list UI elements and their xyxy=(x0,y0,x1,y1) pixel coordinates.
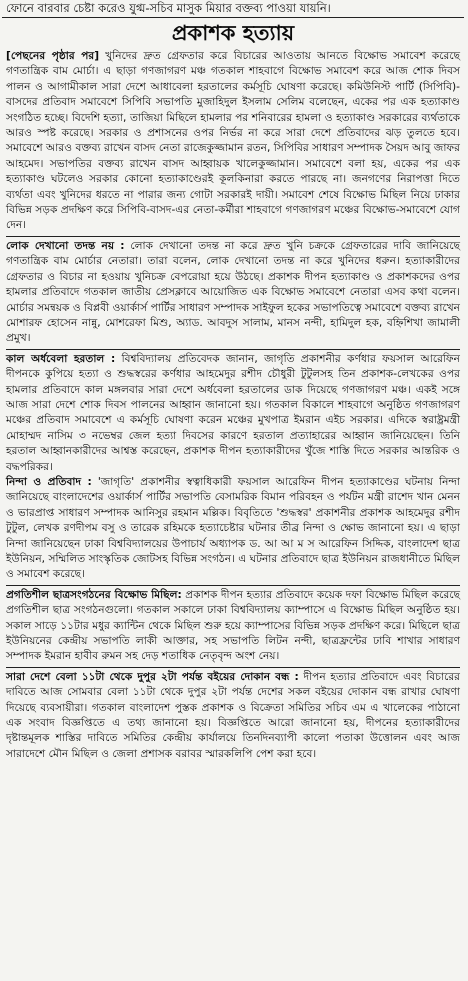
headline: প্রকাশক হত্যায় xyxy=(171,21,295,45)
paragraph-text: 'জাগৃতি' প্রকাশনীর স্বত্বাধিকারী ফয়সাল আরেফিন দীপন হত্যাকাণ্ডের ঘটনায় নিন্দা জানিয়েছে বাংলাদেশের ওয়ার্কার্স পার্টির সভাপতি বেসামরিক বিমান পরিবহন ও পর্যটন মন্ত্রী রাশেদ খান মেনন ও ভারপ্রাপ্ত সাধারণ সম্পাদক আনিসুর রহমান মল্লিক। বিবৃতিতে 'শুদ্ধস্বর' প্রকাশনীর প্রকাশক আহমেদুর রশীদ টুটুল, লেখক রণদীপম বসু ও তারেক রহিমকে হত্যাচেষ্টার ঘটনার তীব্র নিন্দা ও ক্ষোভ জানানো হয়। এ ছাড়া নিন্দা জানিয়েছেন ঢাকা বিশ্ববিদ্যালয়ের উপাচার্য অধ্যাপক ড. আ আ ম স আরেফিন সিদ্দিক, বাংলাদেশ ছাত্র ইউনিয়ন, সম্মিলিত সাংস্কৃতিক জোটসহ বিভিন্ন সংগঠন। এ ঘটনার প্রতিবাদে ছাত্র ইউনিয়ন রাজধানীতে মিছিল ও সমাবেশ করেছে। xyxy=(6,475,460,581)
paragraph-lead: লোক দেখানো তদন্ত নয় : xyxy=(6,239,125,252)
divider xyxy=(6,349,460,350)
paragraph-text: খুনিদের দ্রুত গ্রেফতার করে বিচারের আওতায় আনতে বিক্ষোভ সমাবেশ করেছে গণতান্ত্রিক বাম মোর্চা। এ ছাড়া গণজাগরণ মঞ্চ গতকাল শাহবাগে বিক্ষোভ সমাবেশ করে আজ শোক দিবস পালন ও আগামীকাল সারা দেশে আধাবেলা হরতালের কর্মসূচি ঘোষণা করেছে। কমিউনিস্ট পার্টি (সিপিবি)-বাসদের প্রতিবাদ সমাবেশে সিপিবি সভাপতি মুজাহিদুল ইসলাম সেলিম বলেছেন, একের পর এক হত্যাকাণ্ড সংগঠিত হচ্ছে। বিদেশি হত্যা, তাজিয়া মিছিলে হামলার পর শনিবারের হামলা ও হত্যাকাণ্ড সরকারের ব্যর্থতাকে আরও স্পষ্ট করেছে। সরকার ও প্রশাসনের ওপর নির্ভর না করে সারা দেশে প্রতিবাদের ঝড় তুলতে হবে। সমাবেশে আরও বক্তব্য রাখেন বাসদ নেতা রাজেকুজ্জামান রতন, সিপিবির সাধারণ সম্পাদক সৈয়দ আবু জাফর আহমেদ। সভাপতির বক্তব্য রাখেন বাসদ আহ্বায়ক খালেকুজ্জামান। সমাবেশে বলা হয়, একের পর এক হত্যাকাণ্ড ঘটলেও সরকার কোনো হত্যাকাণ্ডেরই কূলকিনারা করতে পারছে না। জনগণের নিরাপত্তা দিতে ব্যর্থতা এবং খুনিদের ধরতে না পারার জন্য গোটা সরকারই দায়ী। সমাবেশ শেষে বিক্ষোভ মিছিল নিয়ে ঢাকার বিভিন্ন সড়ক প্রদক্ষিণ করে সিপিবি-বাসদ-এর নেতা-কর্মীরা শাহবাগে গণজাগরণ মঞ্চের বিক্ষোভ-সমাবেশে যোগ দেন। xyxy=(6,50,460,232)
article-body xyxy=(2,49,464,762)
paragraph-condemnation xyxy=(6,475,460,583)
paragraph-text: দীপন হত্যার প্রতিবাদে এবং বিচারের দাবিতে আজ সোমবার বেলা ১১টা থেকে দুপুর ২টা পর্যন্ত দেশের সকল বইয়ের দোকান বন্ধ রাখার ঘোষণা দিয়েছে ব্যবসায়ীরা। গতকাল বাংলাদেশ পুস্তক প্রকাশক ও বিক্রেতা সমিতির সচিব এম এ খালেকের পাঠানো এক সংবাদ বিজ্ঞপ্তিতে এ তথ্য জানানো হয়। বিজ্ঞপ্তিতে আরো জানানো হয়, দীপনের হত্যাকারীদের দৃষ্টান্তমূলক শাস্তির দাবিতে সমিতির কেন্দ্রীয় কার্যালয়ে তিনদিনব্যাপী কালো পতাকা উত্তোলন এবং আজ সারাদেশে মৌন মিছিল ও জেলা প্রশাসক বরাবর স্মারকলিপি পেশ করা হবে। xyxy=(6,670,460,760)
previous-story-last-line: ফোনে বারবার চেষ্টা করেও যুগ্ম-সচিব মাসুক মিয়ার বক্তব্য পাওয়া যায়নি। xyxy=(2,0,464,18)
paragraph-intro xyxy=(6,49,460,234)
paragraph-lead: সারা দেশে বেলা ১১টা থেকে দুপুর ২টা পর্যন্ত বইয়ের দোকান বন্ধ : xyxy=(6,670,299,683)
paragraph-lead: কাল অর্ধবেলা হরতাল : xyxy=(6,352,116,365)
paragraph-bookshop-closure xyxy=(6,670,460,762)
paragraph-student-protest xyxy=(6,588,460,665)
paragraph-lead: [পেছনের পৃষ্ঠার পর] xyxy=(6,50,100,62)
paragraph-hartal xyxy=(6,352,460,475)
newspaper-clipping xyxy=(2,0,464,981)
paragraph-investigation xyxy=(6,239,460,347)
paragraph-lead: প্রগতিশীল ছাত্রসংগঠনের বিক্ষোভ মিছিল: xyxy=(6,588,182,601)
divider xyxy=(6,236,460,237)
divider xyxy=(6,667,460,668)
paragraph-text: বিশ্ববিদ্যালয় প্রতিবেদক জানান, জাগৃতি প্রকাশনীর কর্ণধার ফয়সাল আরেফিন দীপনকে কুপিয়ে হত্যা ও শুদ্ধস্বরের কর্ণধার আহমেদুর রশীদ চৌধুরী টুটুলসহ তিন প্রকাশক-লেখকের ওপর হামলার প্রতিবাদে কাল মঙ্গলবার সারা দেশে অর্ধবেলা হরতালের ডাক দিয়েছে গণজাগরণ মঞ্চ। একই সঙ্গে আজ সারা দেশে শোক দিবস পালনের আহ্বান জানানো হয়। গতকাল বিকালে শাহবাগে অনুষ্ঠিত গণজাগরণ মঞ্চের প্রতিবাদ সমাবেশে এ কর্মসূচি ঘোষণা করেন মঞ্চের মুখপাত্র ইমরান এইচ সরকার। এদিকে স্বরাষ্ট্রমন্ত্রী মোহাম্মদ নাসিম ৩ নভেম্বর জেল হত্যা দিবসের কারণে হরতাল প্রত্যাহারের আহ্বান জানিয়েছেন। তিনি হরতাল আহ্বানকারীদের আশ্বস্ত করেছেন, প্রকাশক দীপন হত্যাকারীদের খুঁজে শাস্তি দিতে সরকার আন্তরিক ও বদ্ধপরিকর। xyxy=(6,352,460,473)
divider xyxy=(6,585,460,586)
paragraph-text: প্রকাশক দীপন হত্যার প্রতিবাদে কয়েক দফা বিক্ষোভ মিছিল করেছে প্রগতিশীল ছাত্র সংগঠনগুলো। গতকাল সকালে ঢাকা বিশ্ববিদ্যালয় ক্যাম্পাসে এ বিক্ষোভ মিছিল অনুষ্ঠিত হয়। সকাল সাড়ে ১১টার মধুর ক্যান্টিন থেকে মিছিল শুরু হয়ে ক্যাম্পাসের বিভিন্ন সড়ক প্রদক্ষিণ করে। মিছিলে ছাত্র ইউনিয়নের কেন্দ্রীয় সভাপতি লাকী আক্তার, সহ সভাপতি লিটন নন্দী, ছাত্রফ্রন্টের ঢাবি শাখার সাধারণ সম্পাদক ইমরান হাবীব রুমন সহ দেড় শতাধিক নেতৃবৃন্দ অংশ নেয়। xyxy=(6,588,461,663)
paragraph-lead: নিন্দা ও প্রতিবাদ : xyxy=(6,475,92,488)
paragraph-text: লোক দেখানো তদন্ত না করে দ্রুত খুনি চক্রকে গ্রেফতারের দাবি জানিয়েছে গণতান্ত্রিক বাম মোর্চার নেতারা। তারা বলেন, লোক দেখানো তদন্ত না করে খুনিদের ধরুন। হত্যাকারীদের গ্রেফতার ও বিচার না হওয়ায় খুনিচক্র বেপরোয়া হয়ে উঠছে। প্রকাশক দীপন হত্যাকাণ্ড ও প্রকাশকদের ওপর হামলার প্রতিবাদে গতকাল জাতীয় প্রেসক্লাবে আয়োজিত এক বিক্ষোভ সমাবেশে নেতারা এসব কথা বলেন। মোর্চার সমন্বয়ক ও বিপ্লবী ওয়ার্কার্স পার্টির সাধারণ সম্পাদক সাইফুল হকের সভাপতিত্বে সমাবেশে বক্তব্য রাখেন মোশারফ হোসেন নান্নু, মোশরেফা মিশু, অ্যাড. আবদুস সালাম, মানস নন্দী, হামিদুল হক, বহ্নিশিখা জামালী প্রমুখ। xyxy=(6,239,460,345)
